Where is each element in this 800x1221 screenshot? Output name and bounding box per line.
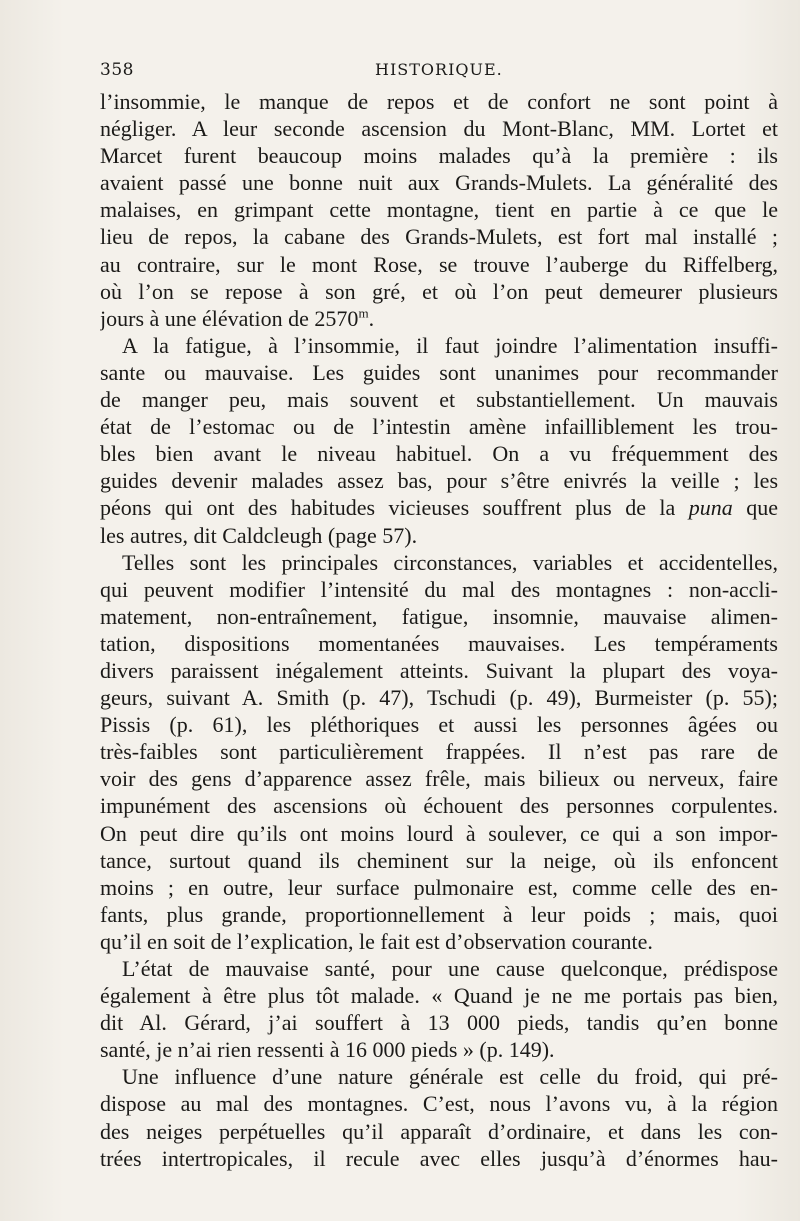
text-line: voir des gens d’apparence assez frêle, mais bilieux ou nerveux, faire (100, 766, 778, 792)
text-line: Telles sont les principales circonstances, variables et accidentelles, (122, 549, 778, 575)
text-line: tance, surtout quand ils cheminent sur la neige, où ils enfoncent (100, 847, 778, 873)
text-line: Une influence d’une nature générale est celle du froid, qui pré- (122, 1064, 778, 1090)
running-head: HISTORIQUE. (375, 60, 503, 79)
text-line: Marcet furent beaucoup moins malades qu’à la première : ils (100, 143, 778, 169)
text-line: des neiges perpétuelles qu’il apparaît d’ordinaire, et dans les con- (100, 1118, 778, 1144)
page-header (100, 56, 800, 84)
text-line: négliger. A leur seconde ascension du Mont-Blanc, MM. Lortet et (100, 116, 778, 142)
text-line: avaient passé une bonne nuit aux Grands-Mulets. La généralité des (100, 170, 778, 196)
paragraph-5 (100, 1063, 778, 1171)
text-line: A la fatigue, à l’insommie, il faut joindre l’alimentation insuffi- (122, 332, 778, 358)
text-line: où l’on se repose à son gré, et où l’on peut demeurer plusieurs (100, 278, 778, 304)
page-number: 358 (100, 60, 134, 80)
unit-superscript: m (358, 305, 369, 321)
text-line: guides devenir malades assez bas, pour s’être enivrés la veille ; les (100, 468, 778, 494)
text-line: également à être plus tôt malade. « Quand je ne me portais pas bien, (100, 983, 778, 1009)
paragraph-4 (100, 955, 778, 1063)
text-line: geurs, suivant A. Smith (p. 47), Tschudi (p. 49), Burmeister (p. 55); (100, 685, 778, 711)
text-line: Pissis (p. 61), les pléthoriques et aussi les personnes âgées ou (100, 712, 778, 738)
text-line: de manger peu, mais souvent et substantiellement. Un mauvais (100, 387, 778, 413)
text-line: tation, dispositions momentanées mauvaises. Les tempéraments (100, 630, 778, 656)
text-line: qui peuvent modifier l’intensité du mal des montagnes : non-accli- (100, 576, 778, 602)
text-line: qu’il en soit de l’explication, le fait est d’observation courante. (100, 928, 653, 954)
text-line-elevation (100, 305, 778, 332)
text-line: moins ; en outre, leur surface pulmonaire est, comme celle des en- (100, 874, 778, 900)
text-line: malaises, en grimpant cette montagne, tient en partie à ce que le (100, 197, 778, 223)
text-line: divers paraissent inégalement atteints. Suivant la plupart des voya- (100, 657, 778, 683)
text-line: état de l’estomac ou de l’intestin amène infailliblement les trou- (100, 414, 778, 440)
italic-term: puna (688, 495, 733, 521)
paragraph-3 (100, 549, 778, 955)
text-line: L’état de mauvaise santé, pour une cause quelconque, prédispose (122, 956, 778, 981)
text-line: impunément des ascensions où échouent des personnes corpulentes. (100, 793, 778, 819)
text-line: l’insommie, le manque de repos et de confort ne sont point à (100, 89, 778, 114)
body-text (100, 88, 778, 1172)
text-line: matement, non-entraînement, fatigue, insomnie, mauvaise alimen- (100, 603, 778, 629)
paragraph-2 (100, 332, 778, 549)
text-line: les autres, dit Caldcleugh (page 57). (100, 522, 418, 548)
text-line: santé, je n’ai rien ressenti à 16 000 pieds » (p. 149). (100, 1037, 555, 1063)
text-line: sante ou mauvaise. Les guides sont unanimes pour recommander (100, 359, 778, 385)
text-line: fants, plus grande, proportionnellement à leur poids ; mais, quoi (100, 901, 778, 927)
text-line: lieu de repos, la cabane des Grands-Mulets, est fort mal installé ; (100, 224, 778, 250)
paragraph-1 (100, 88, 778, 332)
elevation-text: jours à une élévation de 2570$^m$. (100, 305, 375, 331)
text-line: dispose au mal des montagnes. C’est, nous l’avons vu, à la région (100, 1091, 778, 1117)
text-line: au contraire, sur le mont Rose, se trouve l’auberge du Riffelberg, (100, 251, 778, 277)
text-line: très-faibles sont particulièrement frappées. Il n’est pas rare de (100, 739, 778, 765)
text-line-puna: péons qui ont des habitudes vicieuses souffrent plus de la puna que (100, 495, 778, 521)
text-line: trées intertropicales, il recule avec elles jusqu’à d’énormes hau- (100, 1145, 778, 1171)
text-line: bles bien avant le niveau habituel. On a vu fréquemment des (100, 441, 778, 467)
text-line: dit Al. Gérard, j’ai souffert à 13 000 pieds, tandis qu’en bonne (100, 1010, 778, 1036)
text-line: On peut dire qu’ils ont moins lourd à soulever, ce qui a son impor- (100, 820, 778, 846)
